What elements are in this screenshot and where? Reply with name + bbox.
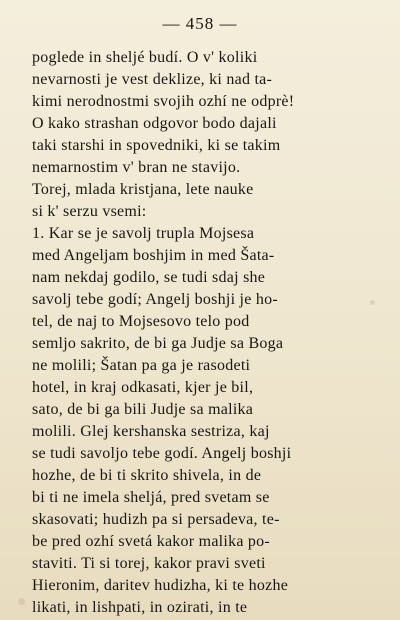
- text-line: tel, de naj to Mojsesovo telo pod: [32, 313, 250, 330]
- text-line: nam nekdaj godilo, se tudi sdaj she: [32, 269, 266, 286]
- text-line: taki starshi in spovedniki, ki se takim: [32, 137, 281, 154]
- text-line: hotel, in kraj odkasati, kjer je bil,: [32, 379, 254, 396]
- page-number: — 458 —: [162, 14, 238, 33]
- text-line: Torej, mlada kristjana, lete nauke: [32, 181, 254, 198]
- text-line: skasovati; hudizh pa si persadeva, te-: [32, 511, 280, 528]
- text-line: med Angeljam boshjim in med Šata-: [32, 247, 275, 264]
- text-line: be pred ozhí svetá kakor malika po-: [32, 533, 270, 550]
- text-line: ne molili; Šatan pa ga je rasodeti: [32, 357, 251, 374]
- text-line: O kako strashan odgovor bodo dajali: [32, 115, 277, 132]
- paper-stain: [370, 300, 375, 305]
- text-line: nemarnostim v' bran ne stavijo.: [32, 159, 241, 176]
- text-line: savolj tebe godí; Angelj boshji je ho-: [32, 291, 278, 308]
- text-line: kimi nerodnostmi svojih ozhí ne odprè!: [32, 93, 295, 110]
- text-line: poglede in sheljé budí. O v' koliki: [32, 49, 258, 66]
- text-line: 1. Kar se je savolj trupla Mojsesa: [32, 225, 255, 242]
- text-line: sato, de bi ga bili Judje sa malika: [32, 401, 254, 418]
- text-line: staviti. Ti si torej, kakor pravi sveti: [32, 555, 266, 572]
- text-line: si k' serzu vsemi:: [32, 203, 147, 220]
- text-line: se tudi savoljo tebe godí. Angelj boshji: [32, 445, 292, 462]
- text-line: Hieronim, daritev hudizha, ki te hozhe: [32, 577, 289, 594]
- text-line: nevarnosti je vest deklize, ki nad ta-: [32, 71, 273, 88]
- text-line: semljo sakrito, de bi ga Judje sa Boga: [32, 335, 284, 352]
- text-line: molili. Glej kershanska sestriza, kaj: [32, 423, 270, 440]
- text-line: likati, in lishpati, in ozirati, in te: [32, 599, 248, 616]
- paper-stain: [18, 598, 25, 605]
- text-line: bi ti ne imela sheljá, pred svetam se: [32, 489, 270, 506]
- text-line: hozhe, de bi ti skrito shivela, in de: [32, 467, 262, 484]
- body-text: [32, 47, 367, 619]
